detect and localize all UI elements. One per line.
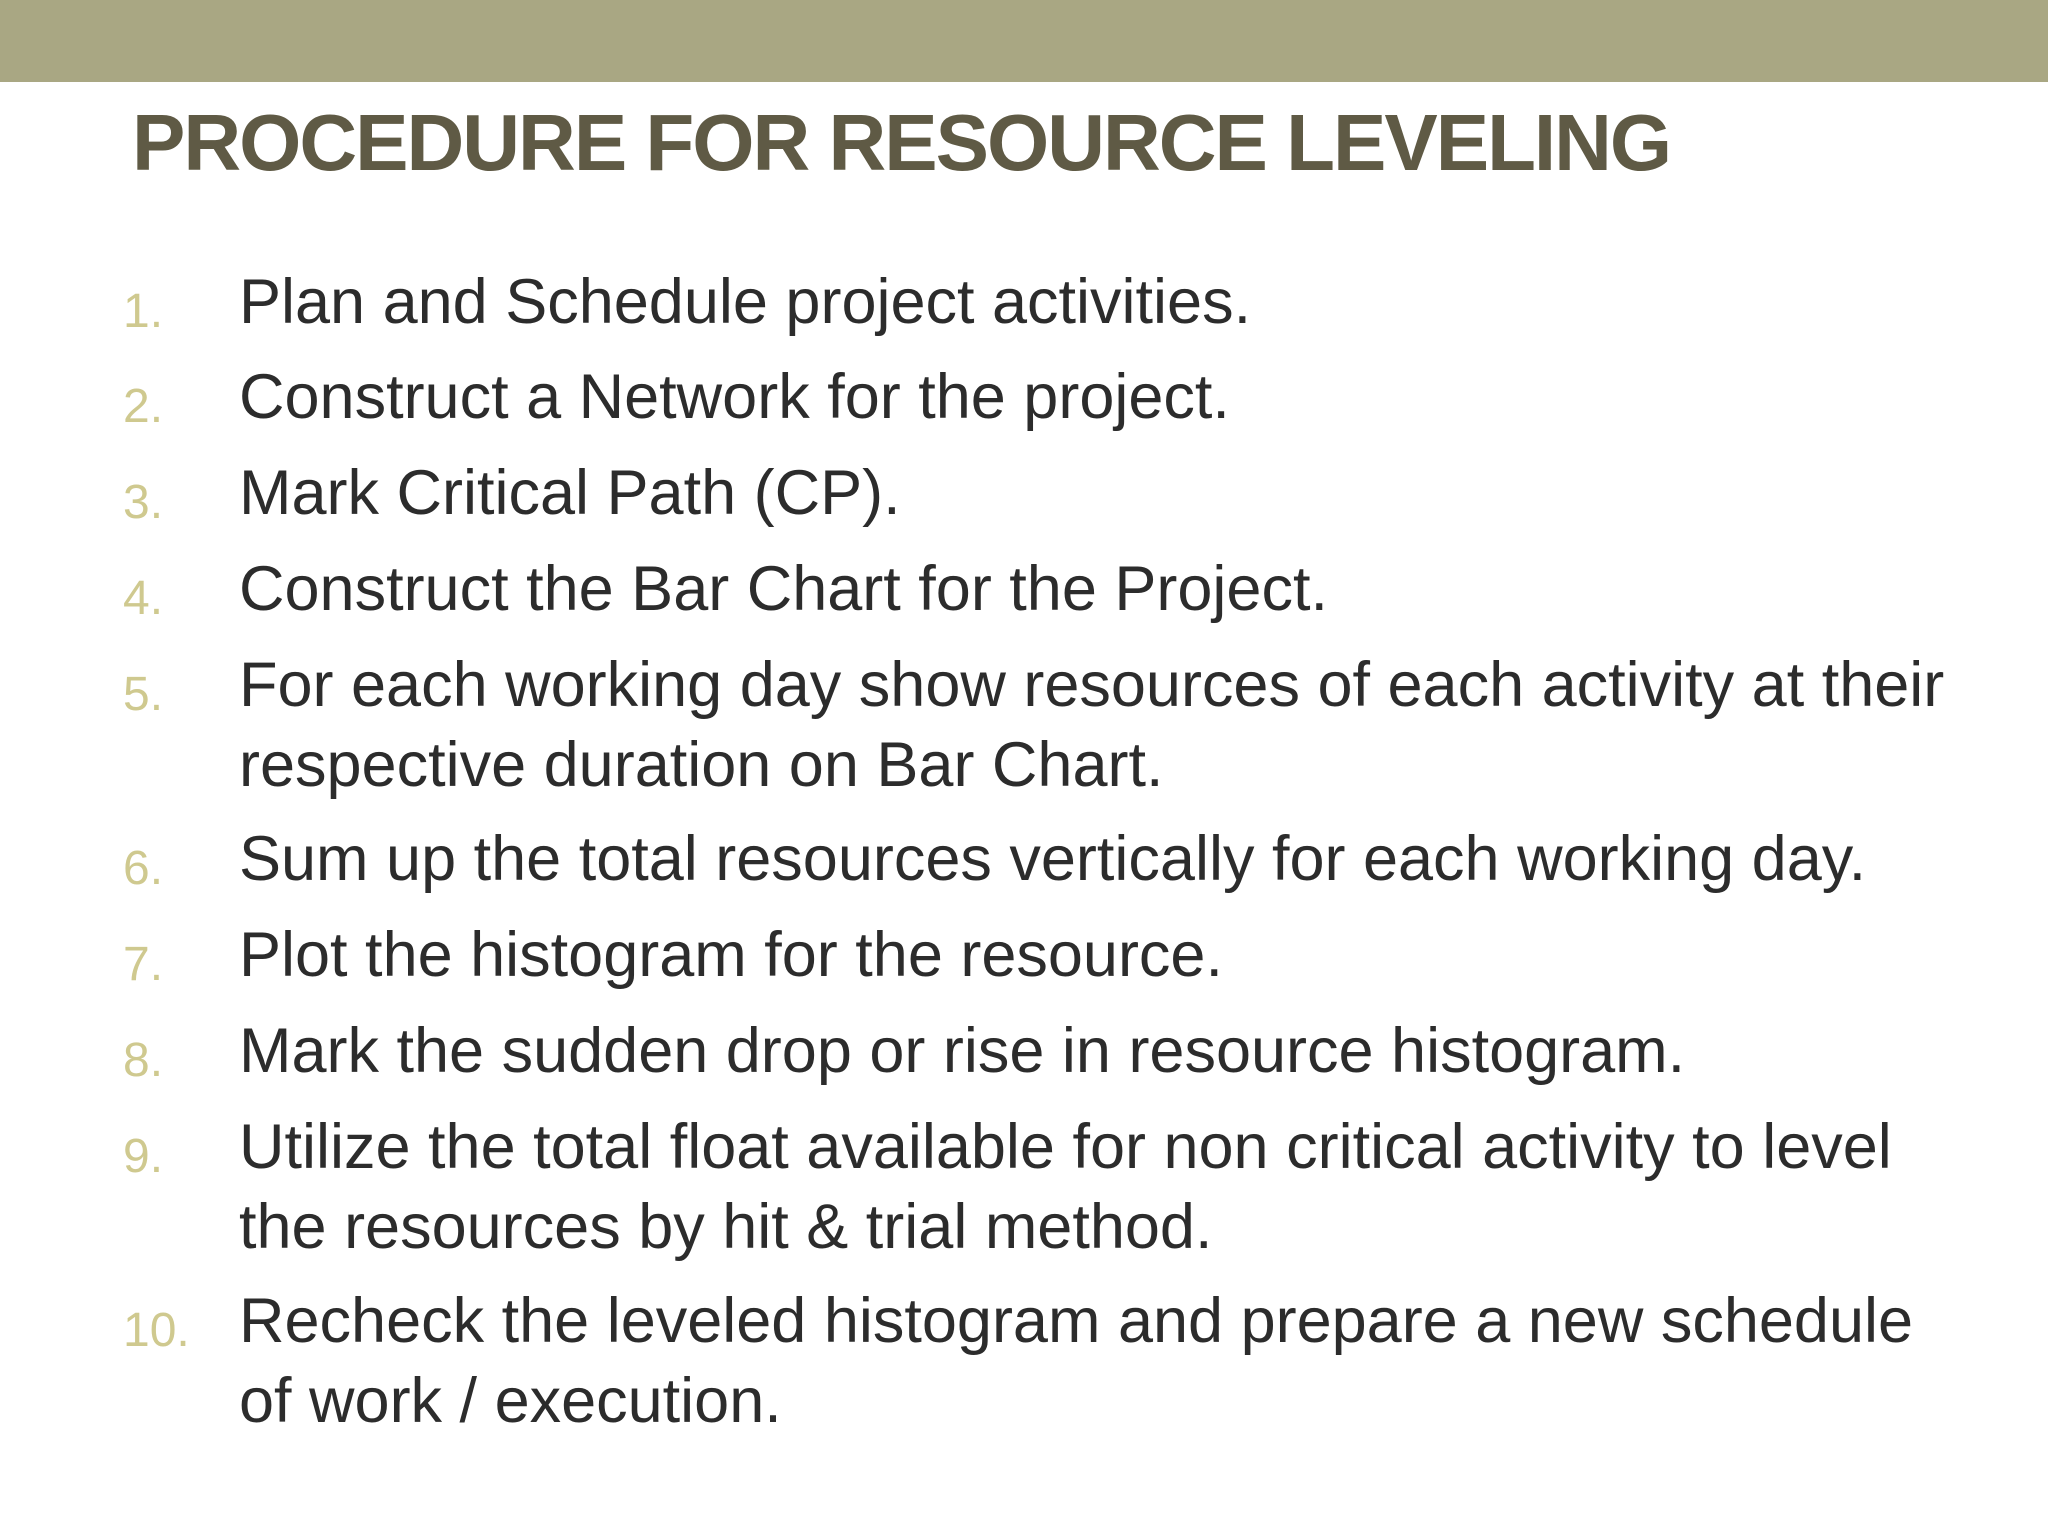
- slide-title: PROCEDURE FOR RESOURCE LEVELING: [132, 98, 1671, 187]
- step-number: 2.: [123, 380, 164, 433]
- step-number: 5.: [123, 668, 164, 721]
- step-text: Sum up the total resources vertically for each working day.: [239, 824, 1867, 894]
- step-text: Recheck the leveled histogram and prepare a new schedule of work / execution.: [239, 1286, 1914, 1436]
- step-text: Construct a Network for the project.: [239, 362, 1230, 432]
- step-text: Utilize the total float available for non critical activity to level the resources by hit & trial method.: [239, 1112, 1892, 1262]
- step-text: Construct the Bar Chart for the Project.: [239, 554, 1328, 624]
- step-number: 4.: [123, 572, 164, 625]
- step-text: Mark Critical Path (CP).: [239, 458, 901, 528]
- step-text: Plot the histogram for the resource.: [239, 920, 1223, 990]
- step-number: 3.: [123, 476, 164, 529]
- step-number: 7.: [123, 938, 164, 991]
- step-text: For each working day show resources of each activity at their respective duration on Bar Chart.: [239, 650, 1945, 800]
- step-number: 10.: [123, 1304, 190, 1357]
- step-text: Plan and Schedule project activities.: [239, 267, 1252, 337]
- step-text: Mark the sudden drop or rise in resource histogram.: [239, 1016, 1686, 1086]
- step-number: 8.: [123, 1034, 164, 1087]
- step-number: 9.: [123, 1130, 164, 1183]
- step-number: 1.: [123, 285, 164, 338]
- step-number: 6.: [123, 842, 164, 895]
